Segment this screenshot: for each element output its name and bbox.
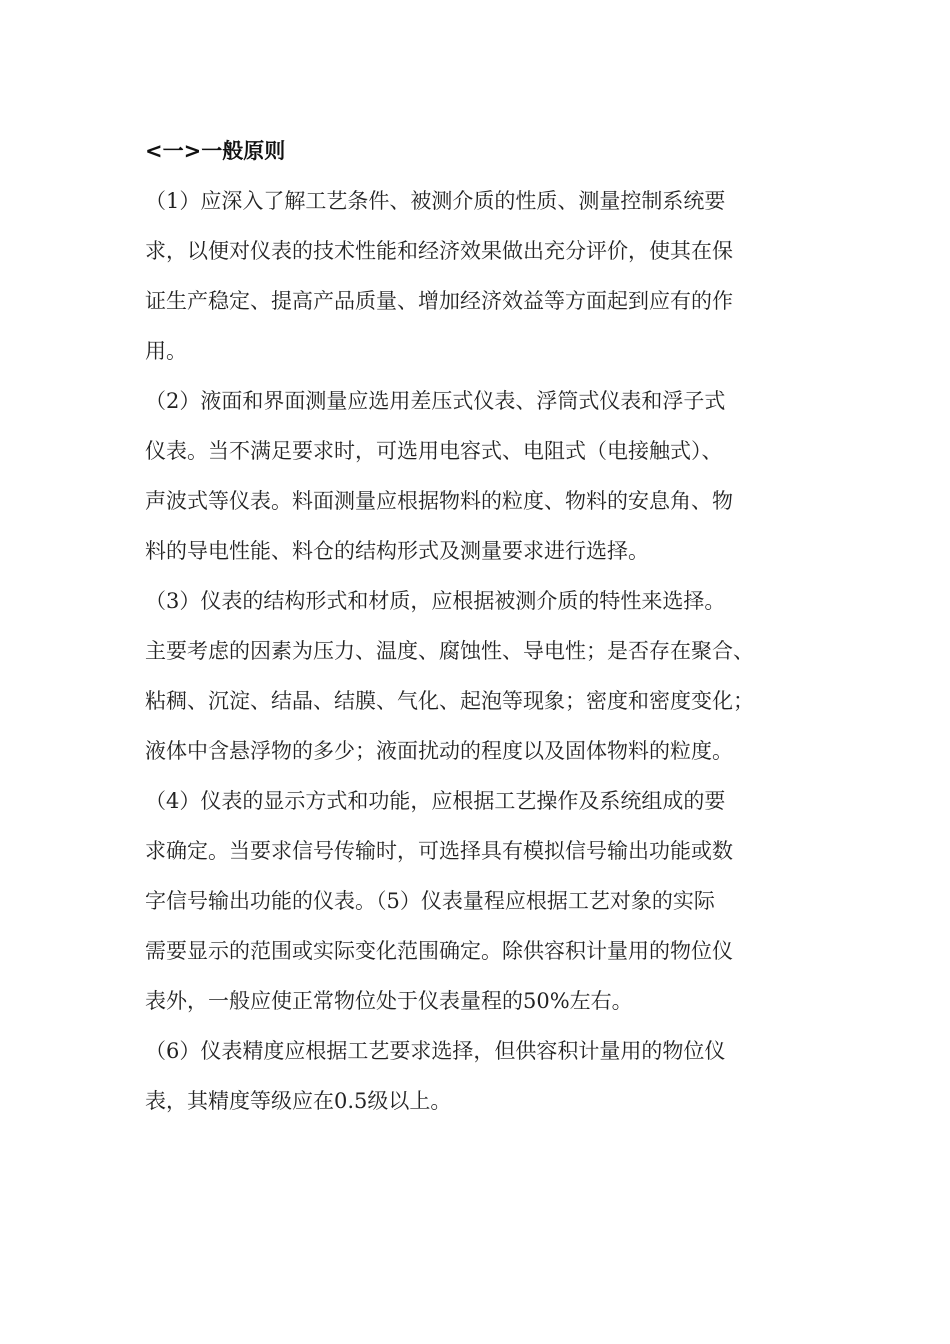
paragraph-line: （2）液面和界面测量应选用差压式仪表、浮筒式仪表和浮子式 — [145, 389, 726, 413]
paragraph-line: 表外，一般应使正常物位处于仪表量程的50%左右。 — [145, 989, 633, 1013]
paragraph-line: （1）应深入了解工艺条件、被测介质的性质、测量控制系统要 — [145, 189, 726, 213]
paragraph-line: 表，其精度等级应在0.5级以上。 — [145, 1089, 452, 1113]
paragraph-line: 用。 — [145, 339, 187, 363]
paragraph-line: （4）仪表的显示方式和功能，应根据工艺操作及系统组成的要 — [145, 789, 726, 813]
paragraph-line: 求确定。当要求信号传输时，可选择具有模拟信号输出功能或数 — [145, 839, 733, 863]
paragraph-line: 粘稠、沉淀、结晶、结膜、气化、起泡等现象；密度和密度变化； — [145, 689, 754, 713]
paragraph-line: 字信号输出功能的仪表。（5）仪表量程应根据工艺对象的实际 — [145, 889, 715, 913]
paragraph-line: 主要考虑的因素为压力、温度、腐蚀性、导电性；是否存在聚合、 — [145, 639, 754, 663]
paragraph-line: （3）仪表的结构形式和材质，应根据被测介质的特性来选择。 — [145, 589, 726, 613]
paragraph-line: （6）仪表精度应根据工艺要求选择，但供容积计量用的物位仪 — [145, 1039, 726, 1063]
section-heading: <一>一般原则 — [145, 139, 286, 163]
paragraph-line: 声波式等仪表。料面测量应根据物料的粒度、物料的安息角、物 — [145, 489, 733, 513]
paragraph-line: 液体中含悬浮物的多少；液面扰动的程度以及固体物料的粒度。 — [145, 739, 733, 763]
paragraph-line: 证生产稳定、提高产品质量、增加经济效益等方面起到应有的作 — [145, 289, 733, 313]
paragraph-line: 料的导电性能、料仓的结构形式及测量要求进行选择。 — [145, 539, 649, 563]
paragraph-line: 需要显示的范围或实际变化范围确定。除供容积计量用的物位仪 — [145, 939, 733, 963]
paragraph-line: 仪表。当不满足要求时，可选用电容式、电阻式（电接触式）、 — [145, 439, 723, 463]
paragraph-line: 求，以便对仪表的技术性能和经济效果做出充分评价，使其在保 — [145, 239, 733, 263]
